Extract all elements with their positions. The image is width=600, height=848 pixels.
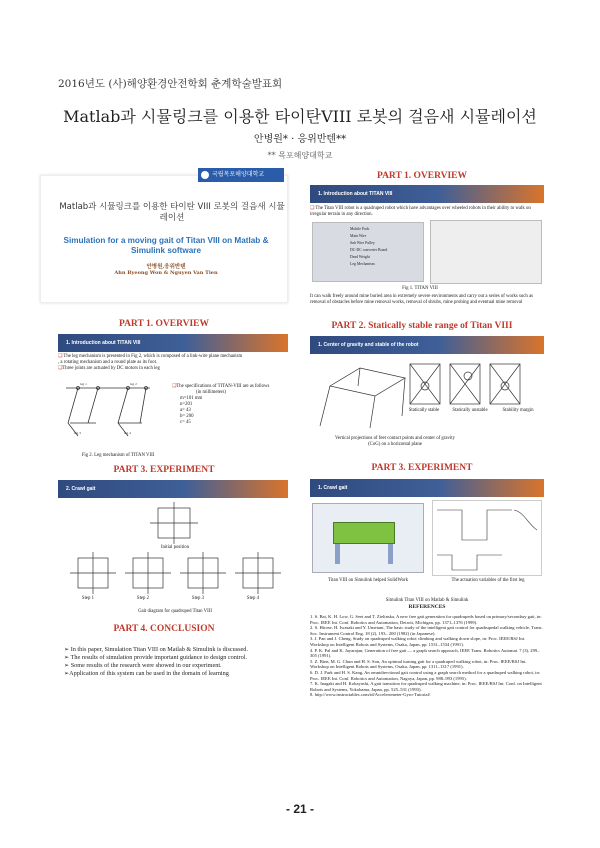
step3-label: Step 3 (191, 596, 205, 601)
label-leg1: leg 1 (80, 382, 87, 386)
card-title-english: Simulation for a moving gait of Titan VIII on Matlab & Simulink software (63, 236, 269, 255)
right-intro-bar: 1. Introduction about TITAN VIII (310, 185, 544, 203)
card-authors-english: Ahn Byeong Won & Nguyen Van Tien (114, 270, 218, 276)
spec-b: b= 200 (180, 414, 194, 419)
label-leg3: leg 3 (74, 431, 81, 435)
spec-unit: (in millimeters) (196, 390, 226, 395)
right-part2-heading: PART 2. Statically stable range of Titan VIII (331, 321, 513, 331)
step2-label: Step 2 (136, 596, 150, 601)
reference-item: 5. Z. Bien, M. G. Chun and H. S. Son, An optimal turning gait for a quadruped walking robot, in: Proc. IEEE/RSJ Int. Workshop on Intelligent Robots and Systems, Osaka, Japan, pp. 1311–1317 (1991). (310, 658, 527, 670)
left-part3-heading: PART 3. EXPERIMENT (113, 465, 215, 475)
sim-caption-main: Simulink Titan VIII on Matlab & Simulink (385, 598, 469, 603)
initial-position-label: Initial position (160, 545, 190, 550)
conclusion-item-1: ➢ In this paper, Simulation Titan VIII on Matlab & Simulink is discussed. (64, 646, 248, 653)
stability-label-stable: Statically stable (408, 408, 440, 413)
spec-block (172, 384, 292, 426)
robot-label-6: Leg Mechanism (350, 262, 375, 266)
reference-item: 2. S. Hirose, H. Iwasaki and Y. Umetani, The basic study of the intelligent gait control for quadrupedal walking vehicle, Trans. Soc. Instrument Control Eng. 18 (2), 193– 200 (1982) (in Japanese). (310, 625, 543, 636)
card-authors-korean: 안병원,응위반텐 (146, 264, 186, 270)
label-leg4: leg 4 (124, 431, 131, 435)
conclusion-list (64, 646, 280, 678)
spec-title: ❑The specifications of TITAN-VIII are as follows (172, 384, 270, 389)
gait-caption: Gait diagram for quadruped Titan VIII (138, 609, 212, 614)
page-number: - 21 - (285, 802, 314, 816)
left-intro-bar: 1. Introduction about TITAN VIII (58, 334, 288, 352)
cog-diagram (310, 356, 544, 436)
spec-m: m=101 mm (180, 396, 203, 401)
left-intro-text (58, 354, 292, 372)
left-crawl-bar: 2. Crawl gait (58, 480, 288, 498)
reference-item: 7. K. Inagaki and H. Kobayashi, A gait transition for quadruped walking machine, in: Proc. IEEE/RSJ Int. Conf. on Intelligent Robots and Systems, Yokohama, Japan, pp. 525–531 (1993). (310, 681, 542, 692)
right-part3-heading: PART 3. EXPERIMENT (371, 463, 473, 473)
sim-caption-right: The actuation variables of the first leg (451, 578, 525, 583)
robot-label-5: Dead Weight (350, 255, 370, 259)
conclusion-item-3: ➢ Some results of the research were showed in our experiment. (64, 662, 222, 669)
intro-line-3: ❑Three joints are actuated by DC motors in each leg (58, 366, 160, 371)
right-part1-heading: PART 1. OVERVIEW (376, 171, 468, 181)
conclusion-item-4: ➢Application of this system can be used in the domain of learning (64, 670, 229, 677)
conference-name: 2016년도 (사)해양환경안전학회 춘계학술발표회 (58, 78, 283, 90)
spec-n: n=201 (180, 402, 193, 407)
fig1-caption: Fig 1. TITAN VIII (402, 286, 438, 291)
cog-caption-line1: Vertical projections of feet contact points and center of gravity (334, 436, 455, 441)
right-cog-bar: 1. Center of gravity and stable of the robot (310, 336, 544, 354)
robot-label-3: Sub Wire Pulley (350, 241, 375, 245)
robot-label-2: Main Wire (350, 234, 367, 238)
right-overview-text: It can walk freely around mine buried area in extremely severe environments and carry out a series of works such as removal of obstacles before mine removal works, removal of shrubs, mine probing and eventual mine removal (310, 294, 533, 305)
spec-a: a= 43 (180, 408, 191, 413)
conclusion-item-2: ➢ The results of simulation provide important guidance to design control. (64, 654, 247, 661)
step1-label: Step 1 (81, 596, 95, 601)
robot-leg-render (335, 544, 340, 564)
fig2-caption: Fig 2. Leg mechanism of TITAN VIII (81, 453, 155, 458)
reference-item: 4. P. K. Pal and K. Jayarajan, Generation of free gait — a graph search approach, IEEE Trans. Robotics Automat. 7 (3), 299–305 (1991). (310, 647, 540, 659)
cog-caption-line2: (CoG) on a horizontal plane (368, 442, 422, 447)
robot-photo-2 (430, 220, 542, 284)
paper-title: Matlab과 시뮬링크를 이용한 타이탄VIII 로봇의 걸음새 시뮬레이션 (63, 107, 537, 126)
paper-affiliation: ** 목포해양대학교 (267, 151, 333, 160)
stability-label-margin: Stability margin (502, 408, 534, 413)
card-title-korean: Matlab과 시뮬링크를 이용한 타이탄 VIII 로봇의 걸음새 시뮬레이션 (59, 202, 285, 223)
references-heading: REFERENCES (408, 604, 446, 610)
university-logo: 국립목포해양대학교 (198, 168, 284, 182)
robot-leg-render (388, 544, 393, 564)
left-part4-heading: PART 4. CONCLUSION (113, 624, 215, 634)
intro-line-1: ❑ The leg mechanism is presented in Fig 2, which is composed of a link-wire plane mechanism (58, 354, 243, 359)
sim-caption-left: Titan VIII on Simulink helped SolidWork (328, 578, 408, 583)
robot-body-render (333, 522, 395, 544)
robot-label-1: Mobile Pack (350, 227, 370, 231)
actuation-plot (432, 500, 542, 576)
simulink-robot-view (312, 503, 424, 573)
robot-label-4: DC-DC converter Board (350, 248, 388, 252)
right-crawl-bar: 1. Crawl gait (310, 479, 544, 497)
robot-labels (350, 226, 420, 268)
right-intro-text: ❑ The Titan VIII robot is a quadruped robot which have advantages over wheeled robots in their ability to walk on irregular terrain in any direction. (310, 206, 531, 217)
reference-item: 8. http://www.instructables.com/id/Accelerometer-Gyro-Tutorial/ (310, 692, 431, 698)
leg-mechanism-diagram (58, 378, 158, 448)
step4-label: Step 4 (246, 596, 260, 601)
label-leg2: leg 2 (130, 382, 137, 386)
stability-label-unstable: Statically unstable (452, 408, 488, 413)
reference-item: 1. S. Bai, K. H. Low, G. Seet and T. Zielinska, A new free gait generation for quadrupeds based on primary/secondary gait, in: Proc. IEEE Int. Conf. Robotics and Automation, Detroit, Michigan, pp. 1371–1376 (1999). (310, 614, 542, 625)
intro-line-2: , a rotating mechanism and a round plate as its foot. (58, 360, 158, 365)
reference-item: 6. D. J. Park and H. S. Kang, An omnidirectional gait control using a graph search method for a quadruped walking robot, in: Proc. IEEE Int. Conf. Robotics and Automation, Nagoya, Japan, pp. 988–993 (1995). (310, 669, 541, 681)
left-part1-heading: PART 1. OVERVIEW (118, 319, 210, 329)
references-list (310, 614, 544, 698)
paper-authors: 안병원* · 응위반텐** (253, 134, 347, 145)
reference-item: 3. J. Pan and J. Cheng, Study on quadruped walking robot climbing and walking down slope, in: Proc. IEEE/RSJ Int. Workshop on Intelligent Robots and Systems, Osaka, Japan, pp. 1531–1534 (1991). (310, 636, 526, 647)
spec-c: c= 45 (180, 420, 191, 425)
